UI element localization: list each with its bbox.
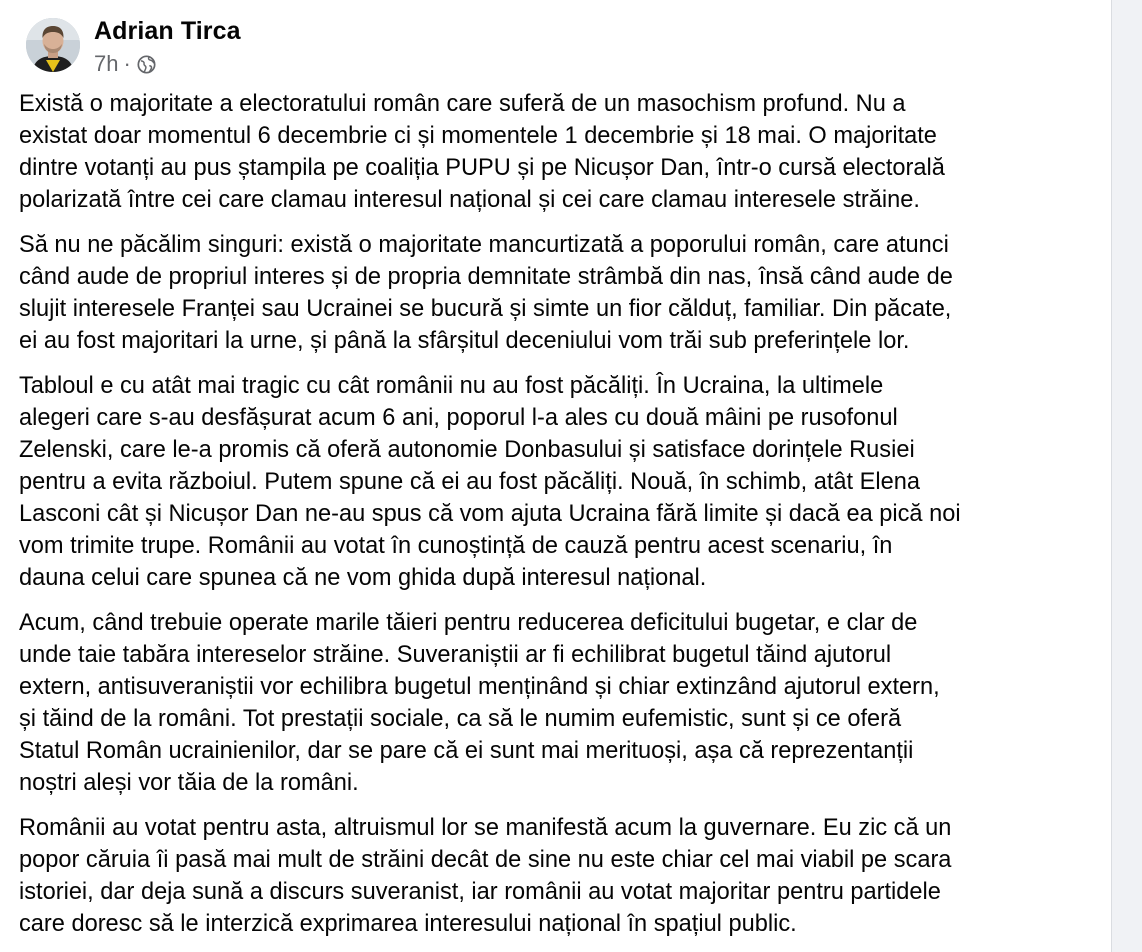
post-meta <box>94 18 241 75</box>
paragraph-1 <box>19 88 1099 216</box>
globe-icon[interactable] <box>137 55 156 74</box>
text-line: istoriei, dar deja sună a discurs suveranist, iar românii au votat majoritar pentru partidele <box>19 879 941 905</box>
text-line: popor căruia îi pasă mai mult de străini decât de sine nu este chiar cel mai viabil pe scara <box>19 847 952 873</box>
post-subline <box>94 53 241 75</box>
author-name[interactable]: Adrian Tirca <box>94 17 241 45</box>
text-line: unde taie tabăra intereselor străine. Suveraniștii ar fi echilibrat bugetul tăind ajutorul <box>19 642 892 668</box>
text-line: Să nu ne păcălim singuri: există o majoritate mancurtizată a poporului român, care atunci <box>19 232 949 258</box>
text-line: existat doar momentul 6 decembrie ci și momentele 1 decembrie și 18 mai. O majoritate <box>19 123 937 149</box>
text-line: dauna celui care spunea că ne vom ghida după interesul național. <box>19 565 707 591</box>
text-line: polarizată între cei care clamau interesul național și cei care clamau interesele străine. <box>19 187 920 213</box>
paragraph-4 <box>19 607 1099 799</box>
page-background <box>1112 0 1142 952</box>
text-line: noștri aleși vor tăia de la români. <box>19 770 359 796</box>
text-line: când aude de propriul interes și de propria demnitate strâmbă din nas, însă când aude de <box>19 264 953 290</box>
text-line: Statul Român ucrainienilor, dar se pare că ei sunt mai merituoși, așa că reprezentanții <box>19 738 914 764</box>
text-line: ei au fost majoritari la urne, și până la sfârșitul deceniului vom trăi sub preferințele lor. <box>19 328 910 354</box>
paragraph-3 <box>19 370 1099 594</box>
text-line: alegeri care s-au desfășurat acum 6 ani, poporul l-a ales cu două mâini pe rusofonul <box>19 405 898 431</box>
post-time[interactable]: 7h <box>94 51 119 76</box>
text-line: Există o majoritate a electoratului român care suferă de un masochism profund. Nu a <box>19 91 906 117</box>
text-line: extern, antisuveraniștii vor echilibra bugetul menținând și chiar extinzând ajutorul extern, <box>19 674 940 700</box>
text-line: slujit interesele Franței sau Ucrainei se bucură și simte un fior călduț, familiar. Din păcate, <box>19 296 952 322</box>
text-line: Românii au votat pentru asta, altruismul lor se manifestă acum la guvernare. Eu zic că un <box>19 815 952 841</box>
meta-separator: · <box>123 51 131 76</box>
text-line: dintre votanți au pus ștampila pe coaliția PUPU și pe Nicușor Dan, într-o cursă electorală <box>19 155 945 181</box>
paragraph-5 <box>19 812 1099 940</box>
paragraph-2 <box>19 229 1099 357</box>
text-line: și tăind de la români. Tot prestații sociale, ca să le numim eufemistic, sunt și ce oferă <box>19 706 902 732</box>
post-text <box>19 88 1099 952</box>
text-line: care doresc să le interzică exprimarea interesului național în spațiul public. <box>19 911 797 937</box>
text-line: pentru a evita războiul. Putem spune că ei au fost păcăliți. Nouă, în schimb, atât Elena <box>19 469 921 495</box>
text-line: vom trimite trupe. Românii au votat în cunoștință de cauză pentru acest scenariu, în <box>19 533 893 559</box>
text-line: Tabloul e cu atât mai tragic cu cât românii nu au fost păcăliți. În Ucraina, la ultimele <box>19 373 884 399</box>
text-line: Lasconi cât și Nicușor Dan ne-au spus că vom ajuta Ucraina fără limite și dacă ea pică noi <box>19 501 961 527</box>
post-header <box>26 18 241 78</box>
text-line: Zelenski, care le-a promis că oferă autonomie Donbasului și satisface dorințele Rusiei <box>19 437 915 463</box>
author-avatar[interactable] <box>26 18 80 72</box>
text-line: Acum, când trebuie operate marile tăieri pentru reducerea deficitului bugetar, e clar de <box>19 610 918 636</box>
avatar-image <box>26 18 80 72</box>
